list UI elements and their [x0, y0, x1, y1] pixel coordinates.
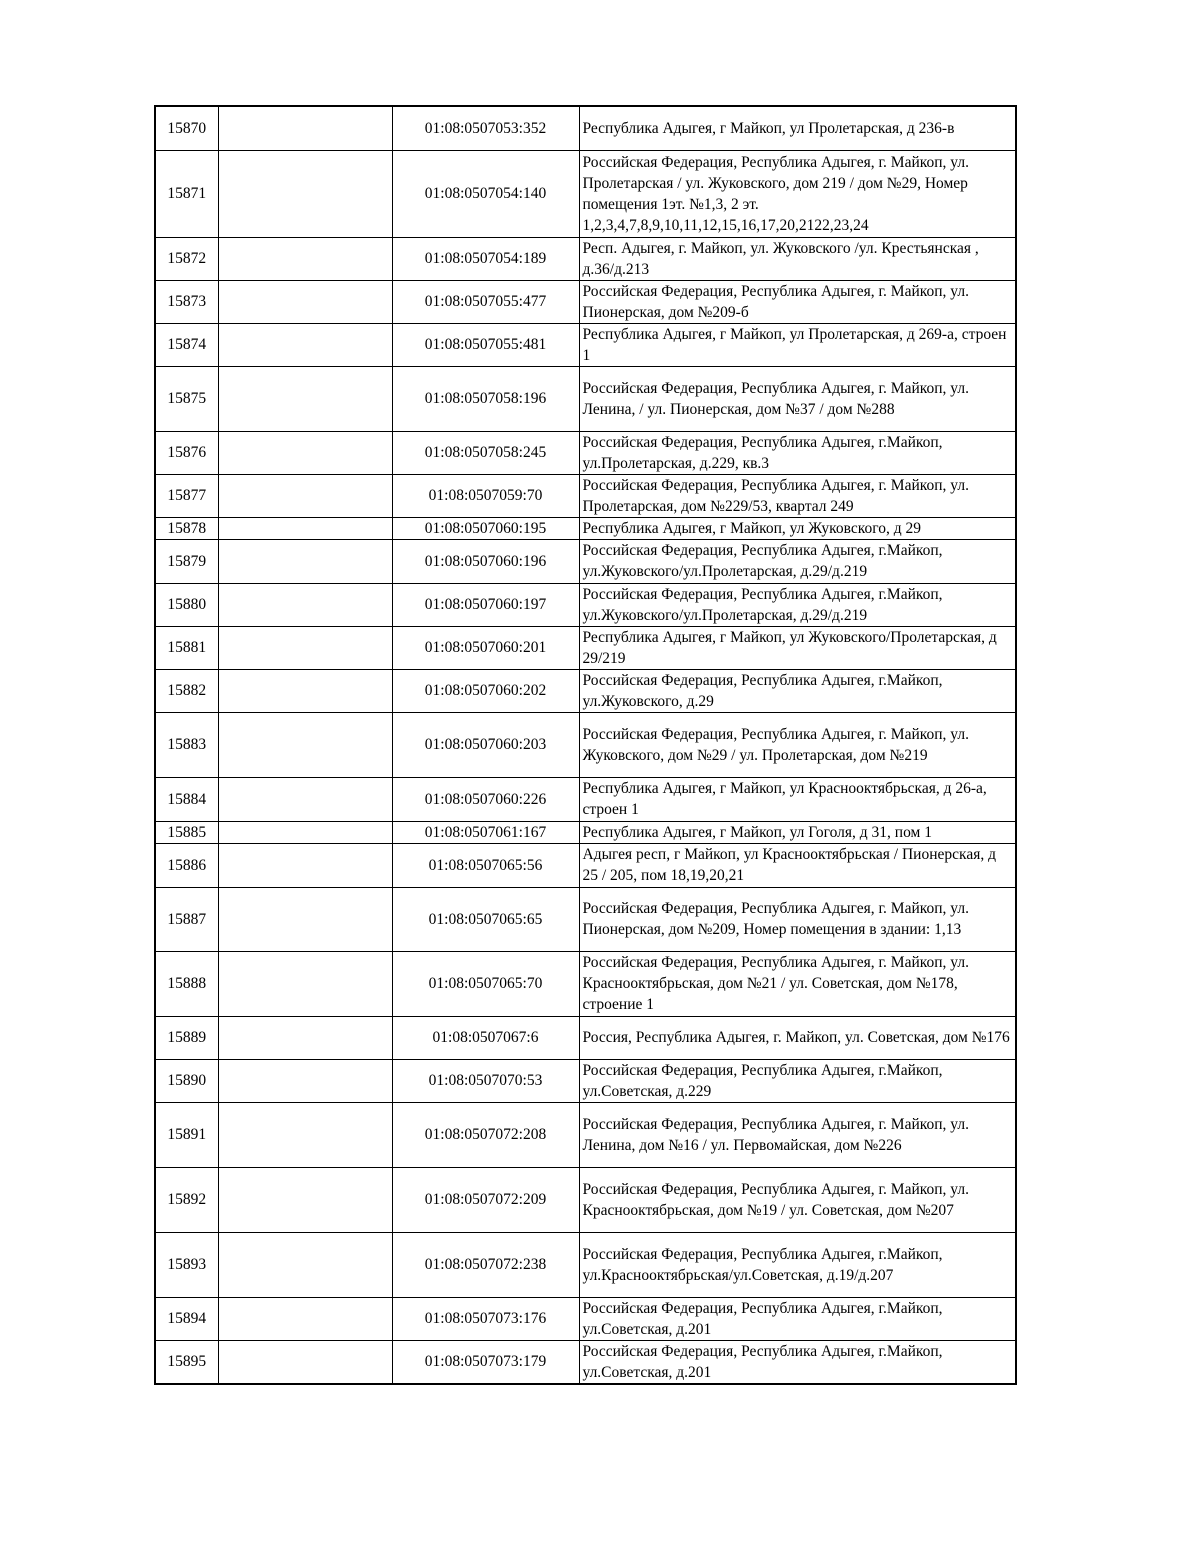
- row-number-cell: 15880: [155, 583, 218, 626]
- row-number-cell: 15872: [155, 237, 218, 280]
- row-number-cell: 15874: [155, 323, 218, 366]
- empty-cell: [218, 777, 392, 821]
- row-number-cell: 15876: [155, 431, 218, 474]
- address-cell: Российская Федерация, Республика Адыгея, г. Майкоп, ул. Жуковского, дом №29 / ул. Пролетарская, дом №219: [579, 712, 1016, 777]
- empty-cell: [218, 821, 392, 843]
- address-cell: Республика Адыгея, г Майкоп, ул Гоголя, д 31, пом 1: [579, 821, 1016, 843]
- table-row: [155, 1340, 1016, 1384]
- table-row: [155, 474, 1016, 517]
- address-cell: Российская Федерация, Республика Адыгея, г. Майкоп, ул. Краснооктябрьская, дом №21 / ул. Советская, дом №178, строение 1: [579, 951, 1016, 1016]
- table-row: [155, 1102, 1016, 1167]
- table-row: [155, 777, 1016, 821]
- empty-cell: [218, 517, 392, 539]
- cadastral-number-cell: 01:08:0507065:56: [392, 843, 579, 887]
- table-row: [155, 323, 1016, 366]
- table-row: [155, 712, 1016, 777]
- table-row: [155, 583, 1016, 626]
- empty-cell: [218, 1340, 392, 1384]
- row-number-cell: 15885: [155, 821, 218, 843]
- empty-cell: [218, 583, 392, 626]
- row-number-cell: 15870: [155, 106, 218, 150]
- row-number-cell: 15895: [155, 1340, 218, 1384]
- empty-cell: [218, 1167, 392, 1232]
- address-cell: Российская Федерация, Республика Адыгея, г. Майкоп, ул. Пионерская, дом №209, Номер помещения в здании: 1,13: [579, 887, 1016, 951]
- cadastral-number-cell: 01:08:0507065:70: [392, 951, 579, 1016]
- table-row: [155, 1297, 1016, 1340]
- registry-table: [154, 105, 1017, 1385]
- table-row: [155, 887, 1016, 951]
- table-row: [155, 517, 1016, 539]
- cadastral-number-cell: 01:08:0507060:203: [392, 712, 579, 777]
- cadastral-number-cell: 01:08:0507059:70: [392, 474, 579, 517]
- cadastral-number-cell: 01:08:0507054:140: [392, 150, 579, 237]
- address-cell: Российская Федерация, Республика Адыгея, г. Майкоп, ул. Пролетарская, дом №229/53, квартал 249: [579, 474, 1016, 517]
- table-row: [155, 539, 1016, 583]
- cadastral-number-cell: 01:08:0507055:481: [392, 323, 579, 366]
- cadastral-number-cell: 01:08:0507072:209: [392, 1167, 579, 1232]
- empty-cell: [218, 1016, 392, 1059]
- address-cell: Российская Федерация, Республика Адыгея, г.Майкоп, ул.Жуковского/ул.Пролетарская, д.29/д.219: [579, 583, 1016, 626]
- row-number-cell: 15873: [155, 280, 218, 323]
- cadastral-number-cell: 01:08:0507073:176: [392, 1297, 579, 1340]
- cadastral-number-cell: 01:08:0507072:238: [392, 1232, 579, 1297]
- empty-cell: [218, 150, 392, 237]
- table-row: [155, 106, 1016, 150]
- cadastral-number-cell: 01:08:0507058:196: [392, 366, 579, 431]
- row-number-cell: 15879: [155, 539, 218, 583]
- empty-cell: [218, 887, 392, 951]
- table-row: [155, 821, 1016, 843]
- address-cell: Российская Федерация, Республика Адыгея, г. Майкоп, ул. Пролетарская / ул. Жуковского, дом 219 / дом №29, Номер помещения 1эт. №1,3, 2 эт. 1,2,3,4,7,8,9,10,11,12,15,16,17,20,2122,23,24: [579, 150, 1016, 237]
- table-row: [155, 1232, 1016, 1297]
- address-cell: Российская Федерация, Республика Адыгея, г.Майкоп, ул.Жуковского/ул.Пролетарская, д.29/д.219: [579, 539, 1016, 583]
- cadastral-number-cell: 01:08:0507065:65: [392, 887, 579, 951]
- address-cell: Российская Федерация, Республика Адыгея, г. Майкоп, ул. Ленина, дом №16 / ул. Первомайская, дом №226: [579, 1102, 1016, 1167]
- cadastral-number-cell: 01:08:0507055:477: [392, 280, 579, 323]
- cadastral-number-cell: 01:08:0507073:179: [392, 1340, 579, 1384]
- empty-cell: [218, 951, 392, 1016]
- address-cell: Российская Федерация, Республика Адыгея, г.Майкоп, ул.Пролетарская, д.229, кв.3: [579, 431, 1016, 474]
- row-number-cell: 15878: [155, 517, 218, 539]
- empty-cell: [218, 1297, 392, 1340]
- empty-cell: [218, 712, 392, 777]
- table-row: [155, 366, 1016, 431]
- row-number-cell: 15881: [155, 626, 218, 669]
- cadastral-number-cell: 01:08:0507070:53: [392, 1059, 579, 1102]
- address-cell: Российская Федерация, Республика Адыгея, г.Майкоп, ул.Советская, д.201: [579, 1340, 1016, 1384]
- table-row: [155, 1016, 1016, 1059]
- table-row: [155, 280, 1016, 323]
- row-number-cell: 15894: [155, 1297, 218, 1340]
- empty-cell: [218, 280, 392, 323]
- row-number-cell: 15886: [155, 843, 218, 887]
- empty-cell: [218, 843, 392, 887]
- empty-cell: [218, 106, 392, 150]
- address-cell: Российская Федерация, Республика Адыгея, г.Майкоп, ул.Советская, д.229: [579, 1059, 1016, 1102]
- table-row: [155, 431, 1016, 474]
- address-cell: Российская Федерация, Республика Адыгея, г. Майкоп, ул. Краснооктябрьская, дом №19 / ул. Советская, дом №207: [579, 1167, 1016, 1232]
- row-number-cell: 15890: [155, 1059, 218, 1102]
- cadastral-number-cell: 01:08:0507058:245: [392, 431, 579, 474]
- cadastral-number-cell: 01:08:0507060:196: [392, 539, 579, 583]
- empty-cell: [218, 366, 392, 431]
- cadastral-number-cell: 01:08:0507060:201: [392, 626, 579, 669]
- cadastral-number-cell: 01:08:0507053:352: [392, 106, 579, 150]
- row-number-cell: 15875: [155, 366, 218, 431]
- address-cell: Республика Адыгея, г Майкоп, ул Пролетарская, д 236-в: [579, 106, 1016, 150]
- address-cell: Российская Федерация, Республика Адыгея, г.Майкоп, ул.Жуковского, д.29: [579, 669, 1016, 712]
- empty-cell: [218, 474, 392, 517]
- row-number-cell: 15882: [155, 669, 218, 712]
- cadastral-number-cell: 01:08:0507067:6: [392, 1016, 579, 1059]
- address-cell: Республика Адыгея, г Майкоп, ул Краснооктябрьская, д 26-а, строен 1: [579, 777, 1016, 821]
- row-number-cell: 15883: [155, 712, 218, 777]
- empty-cell: [218, 431, 392, 474]
- cadastral-number-cell: 01:08:0507061:167: [392, 821, 579, 843]
- row-number-cell: 15889: [155, 1016, 218, 1059]
- cadastral-number-cell: 01:08:0507060:195: [392, 517, 579, 539]
- address-cell: Республика Адыгея, г Майкоп, ул Пролетарская, д 269-а, строен 1: [579, 323, 1016, 366]
- table-row: [155, 150, 1016, 237]
- table-row: [155, 1059, 1016, 1102]
- address-cell: Республика Адыгея, г Майкоп, ул Жуковского/Пролетарская, д 29/219: [579, 626, 1016, 669]
- address-cell: Российская Федерация, Республика Адыгея, г. Майкоп, ул. Ленина, / ул. Пионерская, дом №37 / дом №288: [579, 366, 1016, 431]
- cadastral-number-cell: 01:08:0507060:202: [392, 669, 579, 712]
- table-row: [155, 951, 1016, 1016]
- row-number-cell: 15888: [155, 951, 218, 1016]
- cadastral-number-cell: 01:08:0507054:189: [392, 237, 579, 280]
- registry-table-body: [155, 106, 1016, 1384]
- row-number-cell: 15871: [155, 150, 218, 237]
- table-row: [155, 1167, 1016, 1232]
- table-row: [155, 626, 1016, 669]
- address-cell: Республика Адыгея, г Майкоп, ул Жуковского, д 29: [579, 517, 1016, 539]
- empty-cell: [218, 237, 392, 280]
- empty-cell: [218, 323, 392, 366]
- row-number-cell: 15893: [155, 1232, 218, 1297]
- empty-cell: [218, 1232, 392, 1297]
- empty-cell: [218, 1059, 392, 1102]
- cadastral-number-cell: 01:08:0507072:208: [392, 1102, 579, 1167]
- table-row: [155, 669, 1016, 712]
- address-cell: Россия, Республика Адыгея, г. Майкоп, ул. Советская, дом №176: [579, 1016, 1016, 1059]
- table-row: [155, 237, 1016, 280]
- row-number-cell: 15884: [155, 777, 218, 821]
- row-number-cell: 15891: [155, 1102, 218, 1167]
- cadastral-number-cell: 01:08:0507060:226: [392, 777, 579, 821]
- address-cell: Российская Федерация, Республика Адыгея, г.Майкоп, ул.Советская, д.201: [579, 1297, 1016, 1340]
- table-row: [155, 843, 1016, 887]
- address-cell: Российская Федерация, Республика Адыгея, г.Майкоп, ул.Краснооктябрьская/ул.Советская, д.19/д.207: [579, 1232, 1016, 1297]
- row-number-cell: 15892: [155, 1167, 218, 1232]
- empty-cell: [218, 539, 392, 583]
- address-cell: Респ. Адыгея, г. Майкоп, ул. Жуковского /ул. Крестьянская , д.36/д.213: [579, 237, 1016, 280]
- empty-cell: [218, 626, 392, 669]
- address-cell: Адыгея респ, г Майкоп, ул Краснооктябрьская / Пионерская, д 25 / 205, пом 18,19,20,21: [579, 843, 1016, 887]
- row-number-cell: 15877: [155, 474, 218, 517]
- address-cell: Российская Федерация, Республика Адыгея, г. Майкоп, ул. Пионерская, дом №209-б: [579, 280, 1016, 323]
- empty-cell: [218, 1102, 392, 1167]
- row-number-cell: 15887: [155, 887, 218, 951]
- empty-cell: [218, 669, 392, 712]
- cadastral-number-cell: 01:08:0507060:197: [392, 583, 579, 626]
